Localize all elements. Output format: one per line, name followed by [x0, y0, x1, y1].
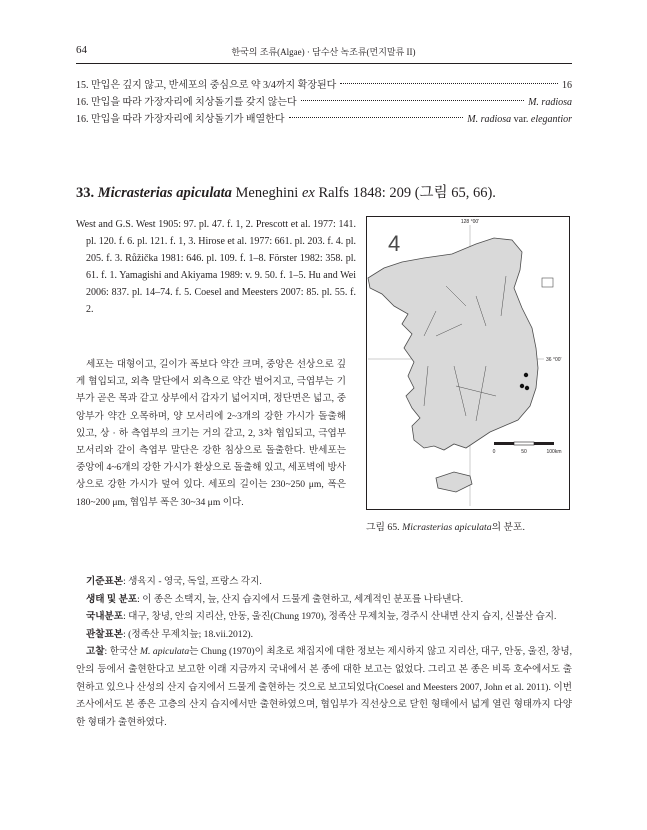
key-target: 16	[562, 80, 572, 91]
species-description: 세포는 대형이고, 길이가 폭보다 약간 크며, 중앙은 선상으로 깊게 협입되고, 외측 말단에서 외측으로 약간 벌어지고, 극엽부는 기부가 곧은 목과 같고 상부에서 갑자기 넓어지며, 정단면은 넓고, 중앙부가 약간 오목하며, 양 모서리에 2~3개의 강한 가시가 돌출해 있고, 상 · 하 측엽부의 크기는 거의 같고, 2, 3차 협입되고, 극엽부 모서리와 같이 측엽부 말단은 강한 침상으로 돌출한다. 반세포는 중앙에 4~6개의 강한 가시가 환상으로 돌출해 있고, 세포벽에 방사상으로 강한 가시가 덮여 있다. 세포의 길이는 230~250 μm, 폭은 180~200 μm, 협입부 폭은 30~34 μm 이다.	[76, 359, 346, 508]
key-lead: 15. 만입은 깊지 않고, 반세포의 중심으로 약 3/4까지 확장된다	[76, 80, 337, 91]
scale-label: 100km	[546, 449, 562, 455]
key-line	[76, 111, 572, 128]
running-header: 한국의 조류(Algae) · 담수산 녹조류(먼지말류 II)	[231, 47, 416, 57]
ulleung-island	[542, 278, 553, 287]
note-label: 고찰	[86, 646, 105, 658]
species-number: 33.	[76, 185, 95, 201]
longitude-label: 128 °00'	[460, 219, 480, 225]
scale-segment	[534, 442, 554, 445]
note-label: 기준표본	[86, 576, 124, 587]
scale-label: 0	[492, 449, 496, 455]
domestic-distribution	[76, 608, 572, 626]
scale-segment	[494, 442, 514, 445]
note-text: : 대구, 창녕, 안의 지리산, 안동, 울진(Chung 1970), 정족산 무제치늪, 경주시 산내면 산지 습지, 신불산 습지.	[123, 611, 557, 623]
record-point	[525, 386, 529, 390]
note-label: 관찰표본	[86, 628, 124, 640]
key-target: M. radiosa var. elegantior	[467, 114, 572, 125]
leader-dots	[289, 117, 464, 118]
note-text: : (정족산 무제치늪; 18.vii.2012).	[123, 628, 253, 640]
latitude-label: 36 °00'	[546, 357, 562, 363]
figure-caption	[366, 519, 525, 533]
record-point	[520, 384, 524, 388]
header-rule	[76, 63, 572, 64]
note-text: : 생육지 - 영국, 독일, 프랑스 각지.	[123, 576, 262, 587]
species-heading	[76, 181, 496, 202]
identification-key	[76, 77, 572, 128]
caption-prefix: 그림 65.	[366, 522, 403, 533]
authority-pre: Meneghini	[235, 185, 299, 201]
references: West and G.S. West 1905: 97. pl. 47. f. 1, 2. Prescott et al. 1977: 141. pl. 120. f. 6. pl. 121. f. 1, 3. Hirose et al. 1977: 661. pl. 203. f. 4. pl. 205. f. 3. Růžička 1981: 646. pl. 109. f. 1–8. Förster 1982: 358. pl. 61. f. 1. Yamagishi and Akiyama 1989: v. 9. 50. f. 1–5. Hu and Wei 2006: 837. pl. 14–74. f. 5. Coesel and Meesters 2007: 85. pl. 55. f. 2.	[76, 219, 356, 315]
note-text: 는 Chung (1970)이 최초로 채집지에 대한 정보는 제시하지 않고 지리산, 대구, 안동, 울진, 창녕, 안의 등에서 출현한다고 보고한 이래 지금까지 국내에서 본 종에 대한 보고는 없었다. 그리고 본 종은 비록 호수에서도 출현하고 있으나 산성의 산지 습지에서 드물게 출현하는 것으로 보고되었다(Coesel and Meesters 2007, John et al. 2011). 이번 조사에서도 본 종은 고층의 산지 습지에서만 출현하였으며, 협입부가 직선상으로 닫힌 형태에서 넓게 열린 형태까지 다양한 형태가 출현하였다.	[76, 646, 573, 728]
record-point	[524, 373, 528, 377]
page-number: 64	[76, 44, 87, 56]
remarks	[76, 643, 572, 731]
key-target: M. radiosa	[528, 97, 572, 108]
note-text: : 이 종은 소택지, 늪, 산지 습지에서 드물게 출현하고, 세계적인 분포를 나타낸다.	[137, 593, 464, 605]
observed-specimen	[76, 626, 572, 644]
leader-dots	[340, 83, 558, 84]
type-specimen	[76, 573, 572, 591]
distribution-map	[366, 216, 570, 510]
scale-label: 50	[521, 449, 527, 455]
species-name: Micrasterias apiculata	[97, 185, 232, 201]
key-lead: 16. 만입을 따라 가장자리에 치상돌기를 갖지 않는다	[76, 97, 297, 108]
panel-number: 4	[388, 231, 401, 256]
key-line	[76, 77, 572, 94]
map-svg	[366, 216, 570, 510]
key-line	[76, 94, 572, 111]
ecology-distribution	[76, 591, 572, 609]
authority-post: Ralfs 1848: 209 (그림 65, 66).	[318, 185, 496, 201]
key-lead: 16. 만입을 따라 가장자리에 치상돌기가 배열한다	[76, 114, 285, 125]
scale-segment	[514, 442, 534, 445]
note-label: 생태 및 분포	[86, 593, 138, 605]
authority-ex: ex	[301, 185, 315, 201]
leader-dots	[301, 100, 524, 101]
caption-suffix: 의 분포.	[491, 522, 525, 533]
note-species: M. apiculata	[140, 646, 190, 658]
note-text: : 한국산	[104, 646, 141, 658]
species-notes	[76, 573, 572, 731]
note-label: 국내분포	[86, 611, 124, 623]
caption-species: Micrasterias apiculata	[402, 522, 492, 533]
